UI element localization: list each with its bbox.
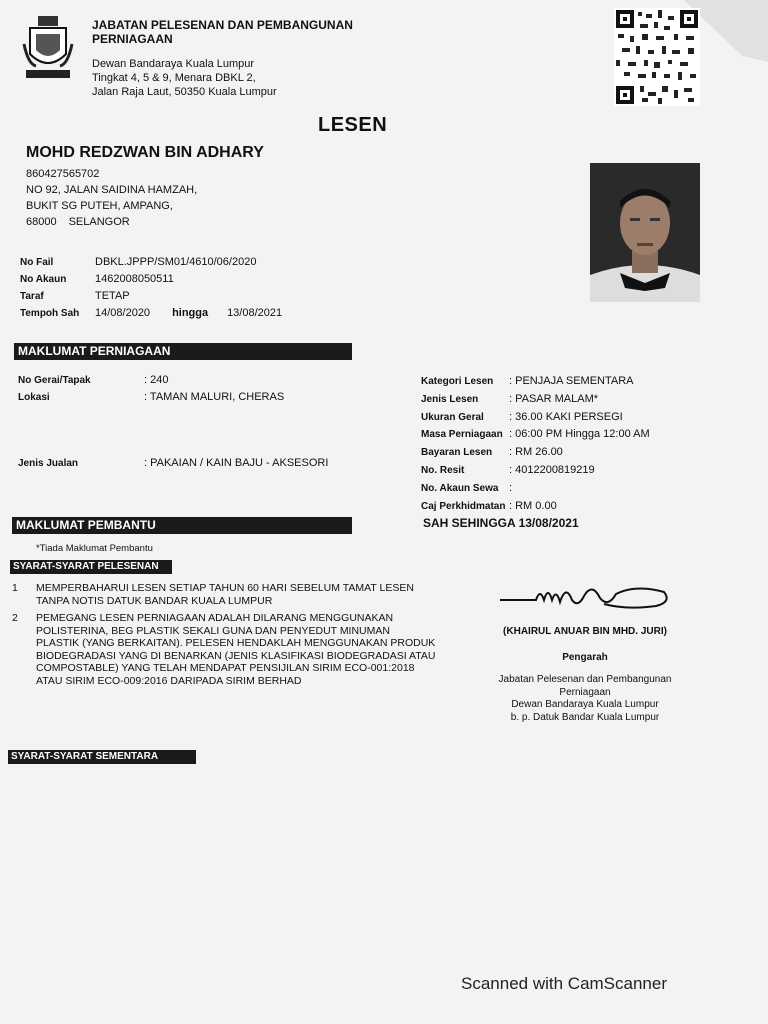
tempoh-from: 14/08/2020 bbox=[95, 307, 151, 319]
holder-address: 860427565702 NO 92, JALAN SAIDINA HAMZAH, BUKIT SG PUTEH, AMPANG, 68000 SELANGOR bbox=[26, 168, 198, 228]
dbkl-crest-icon bbox=[22, 14, 74, 84]
org-name: JABATAN PELESENAN DAN PEMBANGUNAN PERNIAGAAN bbox=[92, 18, 353, 46]
section-perniagaan: MAKLUMAT PERNIAGAAN bbox=[14, 343, 352, 360]
holder-ic: 860427565702 bbox=[26, 168, 100, 180]
org-address: Dewan Bandaraya Kuala Lumpur Tingkat 4, 5 & 9, Menara DBKL 2, Jalan Raja Laut, 50350 Kuala Lumpur bbox=[92, 58, 277, 98]
qr-code-icon bbox=[614, 8, 700, 106]
document-title: LESEN bbox=[318, 114, 388, 136]
camscanner-watermark: Scanned with CamScanner bbox=[461, 974, 668, 993]
section-sementara: SYARAT-SYARAT SEMENTARA bbox=[8, 750, 196, 764]
tempoh-to: 13/08/2021 bbox=[227, 307, 283, 319]
holder-name: MOHD REDZWAN BIN ADHARY bbox=[26, 144, 264, 161]
signature-icon bbox=[496, 578, 676, 618]
perniagaan-left: No Gerai/Tapak : 240 Lokasi : TAMAN MALURI, CHERAS bbox=[18, 374, 285, 403]
perniagaan-right: Kategori Lesen : PENJAJA SEMENTARA Jenis Lesen : PASAR MALAM* Ukuran Geral : 36.00 KAKI PERSEGI Masa Perniagaan : 06:00 PM Hingga 12:00 AM Bayaran Lesen : RM 26.00 No. Resit : 4012200819219 No. Akaun Sewa : Caj Perkhidmatan : RM 0.00 bbox=[421, 375, 650, 512]
license-info: No Fail DBKL.JPPP/SM01/4610/06/2020 No Akaun 1462008050511 Taraf TETAP Tempoh Sah 14/08/2020 hingga 13/08/2021 bbox=[20, 256, 283, 319]
section-pembantu: MAKLUMAT PEMBANTU bbox=[12, 517, 352, 534]
signatory-name: (KHAIRUL ANUAR BIN MHD. JURI) bbox=[503, 626, 667, 637]
section-syarat: SYARAT-SYARAT PELESENAN bbox=[10, 560, 172, 574]
no-fail-value: DBKL.JPPP/SM01/4610/06/2020 bbox=[95, 256, 257, 268]
no-akaun-value: 1462008050511 bbox=[95, 273, 174, 285]
pembantu-note: *Tiada Maklumat Pembantu bbox=[36, 543, 153, 554]
holder-photo bbox=[590, 163, 700, 302]
syarat-list: 1 MEMPERBAHARUI LESEN SETIAP TAHUN 60 HARI SEBELUM TAMAT LESEN TANPA NOTIS DATUK BANDAR KUALA LUMPUR 2 PEMEGANG LESEN PERNIAGAAN ADALAH DILARANG MENGGUNAKAN POLISTERINA, BEG PLASTIK SEKALI GUNA DAN PENYEDUT MINUMAN PLASTIK (YANG BERKAITAN). PELESEN HENDAKLAH MENGGUNAKAN PRODUK BIODEGRADASI YANG DI BENARKAN (JENIS KLASIFIKASI BIODEGRADASI ATAU COMPOSTABLE) YANG TELAH MENDAPAT PENSIJILAN SIRIM ECO-001:2018 ATAU SIRIM ECO-009:2016 DARIPADA SIRIM BERHAD bbox=[12, 582, 436, 687]
signatory-block: (KHAIRUL ANUAR BIN MHD. JURI) Pengarah Jabatan Pelesenan dan Pembangunan Perniagaan Dewan Bandaraya Kuala Lumpur b. p. Datuk Bandar Kuala Lumpur bbox=[490, 626, 680, 724]
sah-sehingga: SAH SEHINGGA 13/08/2021 bbox=[423, 516, 579, 530]
signatory-position: Pengarah bbox=[562, 651, 608, 663]
taraf-value: TETAP bbox=[95, 290, 130, 302]
jenis-jualan-row: Jenis Jualan : PAKAIAN / KAIN BAJU - AKSESORI bbox=[18, 457, 329, 469]
